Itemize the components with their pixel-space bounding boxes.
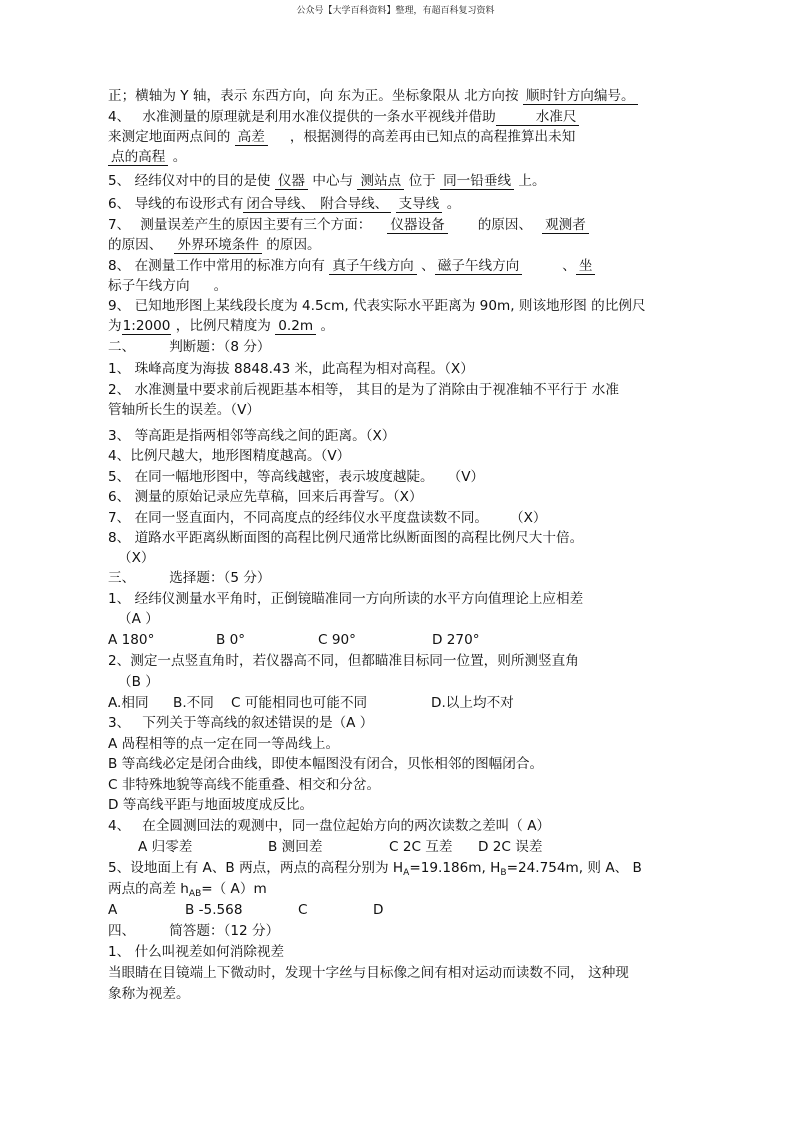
choice-q4-option-c: C 2C 互差 [389,839,453,855]
short-q1: 1、 什么叫视差如何消除视差 [108,944,285,960]
fill-in-q5: 5、 经纬仪对中的目的是使 仪器 中心与 测站点 位于 同一铅垂线 上。 [108,173,546,189]
judge-item: 1、 珠峰高度为海拔 8848.43 米，此高程为相对高程。（X） [108,361,474,377]
fill-in-q4-l2: 来测定地面两点间的 高差 ，根据测得的高差再由已知点的高程推算出未知 [108,129,576,145]
section-2-title: 二、 判断题：（8 分） [108,339,271,355]
fill-in-q8-l2: 标子午线方向 。 [108,278,228,294]
short-a1: 当眼睛在目镜端上下微动时，发现十字丝与目标像之间有相对运动而读数不同， 这种现 [108,965,629,981]
judge-item-mark: （X） [118,550,155,566]
page-header: 公众号【大学百科资料】整理，有超百科复习资料 [296,6,495,16]
judge-item: 4、比例尺越大，地形图精度越高。（V） [108,448,351,464]
choice-q3-option: C 非特殊地貌等高线不能重叠、相交和分岔。 [108,777,381,793]
choice-q3-option: B 等高线必定是闭合曲线，即使本幅图没有闭合，贝怅相邻的图幅闭合。 [108,756,544,772]
judge-item: 7、 在同一竖直面内，不同高度点的经纬仪水平度盘读数不同。 （X） [108,510,547,526]
fill-in-q6: 6、 导线的布设形式有 闭合导线、 附合导线、 支导线 。 [108,196,461,212]
judge-item: 5、 在同一幅地形图中，等高线越密，表示坡度越陡。 （V） [108,469,485,485]
fill-in-q8: 8、 在测量工作中常用的标准方向有 真子午线方向 、 磁子午线方向 、 坐 [108,258,595,275]
choice-q2-answer: （B ） [118,674,159,690]
choice-q4: 4、 在全圆测回法的观测中，同一盘位起始方向的两次读数之差叫（ A） [108,818,551,834]
choice-q5-l2: 两点的高差 $h_{AB}=$（ A）m [108,881,267,899]
choice-q5-options: A B -5.568 C D [108,902,384,918]
section-4-title: 四、 简答题：（12 分） [108,923,280,939]
choice-q2-options: A.相同 B.不同 C 可能相同也可能不同 D.以上均不对 [108,695,514,711]
choice-q4-options: A 归零差 B 测回差 D 2C 误差 [138,839,543,855]
choice-q1-options: A 180° B 0° C 90° D 270° [108,632,480,648]
judge-item: 2、 水准测量中要求前后视距基本相等， 其目的是为了消除由于视准轴不平行于 水准 [108,382,619,398]
judge-item: 8、 道路水平距离纵断面图的高程比例尺通常比纵断面图的高程比例尺大十倍。 [108,530,584,546]
choice-q1-answer: （A ） [118,611,159,627]
short-a1-cont: 象称为视差。 [108,986,190,1002]
choice-q3-option: A 咼程相等的点一定在同一等咼线上。 [108,736,340,752]
fill-in-q7: 7、 测量误差产生的原因主要有三个方面： 仪器设备 的原因、 观测者 [108,217,589,234]
judge-item: 6、 测量的原始记录应先草稿，回来后再誊写。（X） [108,489,423,505]
fill-in-q4-l3: 点的高程 。 [108,149,186,166]
choice-q1: 1、 经纬仪测量水平角时，正倒镜瞄准同一方向所读的水平方向值理论上应相差 [108,591,584,607]
section-3-title: 三、 选择题：（5 分） [108,570,271,586]
choice-q3: 3、 下列关于等高线的叙述错误的是（A ） [108,715,374,731]
fill-in-q4: 4、 水准测量的原理就是利用水准仪提供的一条水平视线并借助 水准尺 [108,109,579,126]
fill-in-q9: 9、 已知地形图上某线段长度为 4.5cm, 代表实际水平距离为 90m, 则该地形图 的比例尺 [108,298,646,314]
fill-in-line: 正；横轴为 Y 轴，表示 东西方向，向 东为正。坐标象限从 北方向按 顺时针方向编号。 [108,88,638,105]
choice-q5: 5、设地面上有 A、B 两点，两点的高程分别为 $H_A=19.186m$, $H_B=24.754m$, 则 A、 B [108,860,642,878]
fill-in-q9-l2: 为1:2000 ，比例尺精度为 0.2m 。 [108,318,335,334]
judge-item-cont: 管轴所长生的误差。（V） [108,402,261,418]
fill-in-q7-l2: 的原因、 外界环境条件 的原因。 [108,237,321,253]
judge-item: 3、 等高距是指两相邻等高线之间的距离。（X） [108,428,396,444]
choice-q2: 2、测定一点竖直角时，若仪器高不同，但都瞄准目标同一位置，则所测竖直角 [108,653,579,669]
choice-q3-option: D 等高线平距与地面坡度成反比。 [108,797,314,813]
